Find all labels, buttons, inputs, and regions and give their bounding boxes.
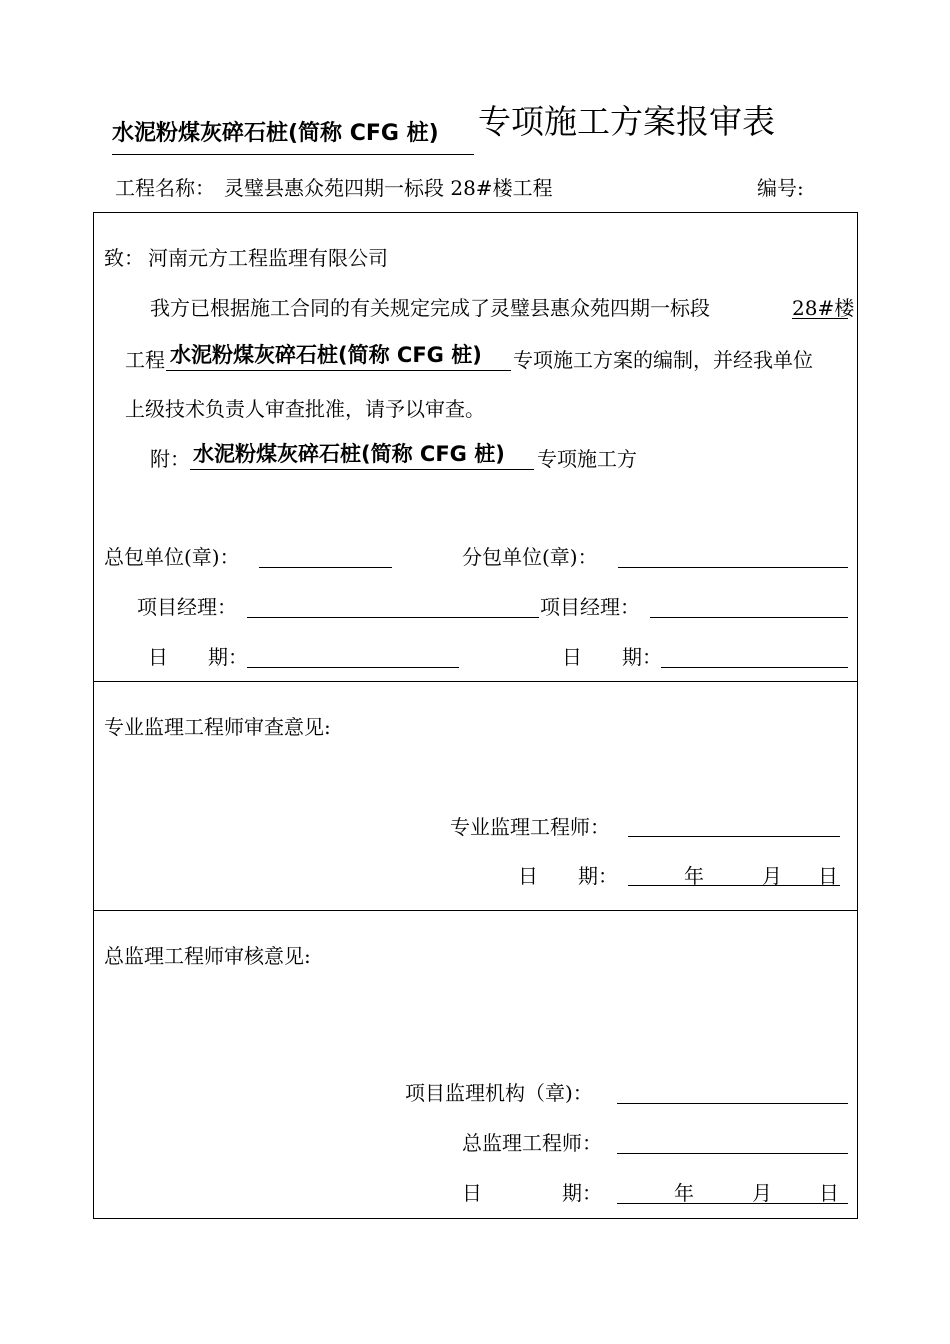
supervision-org-label: 项目监理机构（章)： — [405, 1081, 593, 1105]
review-date-label: 日 期： — [518, 864, 618, 888]
title-suffix: 专项施工方案报审表 — [478, 102, 775, 141]
building-underline — [792, 318, 848, 319]
date-left-label: 日 期： — [148, 645, 248, 669]
project-label: 工程名称： — [115, 176, 215, 200]
supervision-org-field[interactable] — [617, 1103, 848, 1104]
chief-engineer-field[interactable] — [617, 1153, 848, 1154]
date-right-field[interactable] — [661, 667, 848, 668]
title-subject: 水泥粉煤灰碎石桩(简称 CFG 桩) — [112, 121, 439, 146]
date-left-field[interactable] — [247, 667, 459, 668]
attach-underline — [190, 469, 534, 470]
para-line-2-suffix: 专项施工方案的编制，并经我单位 — [513, 348, 813, 372]
to-label: 致： — [104, 246, 144, 270]
pm-right-field[interactable] — [650, 617, 848, 618]
date-right-label: 日 期： — [562, 645, 662, 669]
review-month: 月 — [762, 864, 782, 888]
attach-label: 附： — [150, 447, 190, 471]
section-divider-1 — [94, 681, 857, 682]
review-year: 年 — [684, 864, 704, 888]
para-line-2-prefix: 工程 — [125, 348, 165, 372]
pm-right-label: 项目经理： — [540, 595, 640, 619]
engineer-label: 专业监理工程师： — [450, 815, 610, 839]
title-underline — [112, 154, 474, 155]
chief-date-field[interactable] — [617, 1203, 848, 1204]
chief-engineer-label: 总监理工程师： — [462, 1131, 602, 1155]
building-number: 28#楼 — [792, 296, 855, 320]
to-org: 河南元方工程监理有限公司 — [148, 246, 388, 270]
number-label: 编号: — [757, 176, 804, 200]
attach-suffix: 专项施工方 — [537, 447, 637, 471]
review-heading: 专业监理工程师审查意见: — [104, 715, 331, 739]
chief-month: 月 — [752, 1181, 772, 1205]
chief-day: 日 — [819, 1181, 839, 1205]
sub-unit-field[interactable] — [618, 567, 848, 568]
chief-review-heading: 总监理工程师审核意见: — [104, 944, 311, 968]
pm-left-label: 项目经理： — [137, 595, 237, 619]
pm-left-field[interactable] — [247, 617, 539, 618]
general-unit-field[interactable] — [259, 567, 392, 568]
para-line-3: 上级技术负责人审查批准，请予以审查。 — [125, 397, 485, 421]
sub-unit-label: 分包单位(章)： — [462, 545, 598, 569]
chief-year: 年 — [674, 1181, 694, 1205]
general-unit-label: 总包单位(章)： — [104, 545, 240, 569]
chief-date-label: 日 期： — [462, 1181, 602, 1205]
para-subject-underline — [166, 370, 511, 371]
engineer-signature-field[interactable] — [628, 836, 840, 837]
review-day: 日 — [818, 864, 838, 888]
attach-subject: 水泥粉煤灰碎石桩(简称 CFG 桩) — [193, 442, 505, 466]
review-date-field[interactable] — [628, 885, 840, 886]
para-subject: 水泥粉煤灰碎石桩(简称 CFG 桩) — [170, 343, 482, 367]
para-line-1: 我方已根据施工合同的有关规定完成了灵璧县惠众苑四期一标段 — [150, 296, 710, 320]
project-name: 灵璧县惠众苑四期一标段 28#楼工程 — [224, 176, 553, 200]
section-divider-2 — [94, 910, 857, 911]
